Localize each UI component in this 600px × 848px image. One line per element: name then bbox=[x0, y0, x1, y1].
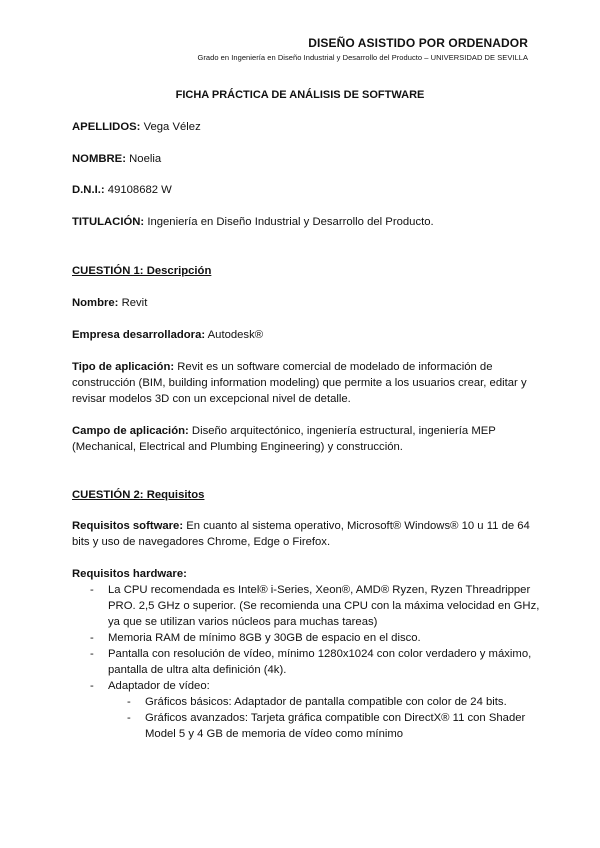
field-titulacion bbox=[72, 214, 542, 230]
field-value: Autodesk® bbox=[207, 329, 264, 341]
dash-bullet: - bbox=[127, 712, 131, 724]
field-label: Nombre: bbox=[72, 297, 119, 309]
sublist-item: - Gráficos básicos: Adaptador de pantalla compatible con color de 24 bits. bbox=[127, 696, 507, 708]
field-value: 49108682 W bbox=[107, 184, 172, 196]
field-value: Revit bbox=[121, 297, 148, 309]
sublist-item: - Gráficos avanzados: Tarjeta gráfica compatible con DirectX® 11 con Shader Model 5 y 4 GB de memoria de vídeo como mínimo bbox=[127, 712, 526, 740]
list-item: - Memoria RAM de mínimo 8GB y 30GB de espacio en el disco. bbox=[90, 632, 421, 644]
header-title: DISEÑO ASISTIDO POR ORDENADOR bbox=[308, 36, 528, 50]
field-value: En cuanto al sistema operativo, Microsoft® Windows® 10 u 11 de 64 bits y uso de navegadores Chrome, Edge o Firefox. bbox=[72, 520, 530, 548]
q1-empresa bbox=[72, 327, 542, 343]
dash-bullet: - bbox=[127, 696, 131, 708]
q2-software-paragraph bbox=[72, 518, 534, 550]
q1-tipo-paragraph bbox=[72, 359, 534, 407]
field-label: D.N.I.: bbox=[72, 184, 105, 196]
dash-bullet: - bbox=[90, 680, 94, 692]
field-dni bbox=[72, 182, 542, 198]
q2-hardware-label: Requisitos hardware: bbox=[72, 568, 187, 580]
field-label: TITULACIÓN: bbox=[72, 216, 145, 228]
field-apellidos bbox=[72, 119, 542, 135]
field-label: Tipo de aplicación: bbox=[72, 361, 175, 373]
list-item: - La CPU recomendada es Intel® i-Series, Xeon®, AMD® Ryzen, Ryzen Threadripper PRO. 2,5 GHz o superior. (Se recomienda una CPU con la máxima velocidad en GHz, ya que se utilizan varios núcleos para muchas tareas) bbox=[90, 584, 540, 628]
list-item: - Pantalla con resolución de vídeo, mínimo 1280x1024 con color verdadero y máximo, pantalla de ultra alta definición (4k). bbox=[90, 648, 532, 676]
q1-nombre bbox=[72, 295, 542, 311]
document-title: FICHA PRÁCTICA DE ANÁLISIS DE SOFTWARE bbox=[175, 89, 425, 101]
field-label: NOMBRE: bbox=[72, 153, 126, 165]
field-label: Campo de aplicación: bbox=[72, 425, 189, 437]
field-label: APELLIDOS: bbox=[72, 121, 141, 133]
dash-bullet: - bbox=[90, 632, 94, 644]
field-value: Vega Vélez bbox=[143, 121, 201, 133]
dash-bullet: - bbox=[90, 648, 94, 660]
section-heading-q2: CUESTIÓN 2: Requisitos bbox=[72, 489, 205, 501]
field-value: Noelia bbox=[129, 153, 162, 165]
hardware-list bbox=[72, 582, 542, 742]
dash-bullet: - bbox=[90, 584, 94, 596]
header-subtitle: Grado en Ingeniería en Diseño Industrial y Desarrollo del Producto – UNIVERSIDAD DE SEVILLA bbox=[197, 53, 528, 62]
q1-campo-paragraph bbox=[72, 423, 534, 455]
field-value: Revit es un software comercial de modelado de información de construcción (BIM, building information modeling) que permite a los usuarios crear, editar y revisar modelos 3D con un excepcional nivel de detalle. bbox=[72, 361, 527, 405]
field-value: Ingeniería en Diseño Industrial y Desarrollo del Producto. bbox=[147, 216, 434, 228]
list-item: - Adaptador de vídeo: bbox=[90, 680, 210, 692]
section-heading-q1: CUESTIÓN 1: Descripción bbox=[72, 265, 212, 277]
field-label: Requisitos software: bbox=[72, 520, 184, 532]
field-label: Empresa desarrolladora: bbox=[72, 329, 206, 341]
field-nombre bbox=[72, 151, 542, 167]
field-value: Diseño arquitectónico, ingeniería estructural, ingeniería MEP (Mechanical, Electrical and Plumbing Engineering) y construcción. bbox=[72, 425, 496, 453]
